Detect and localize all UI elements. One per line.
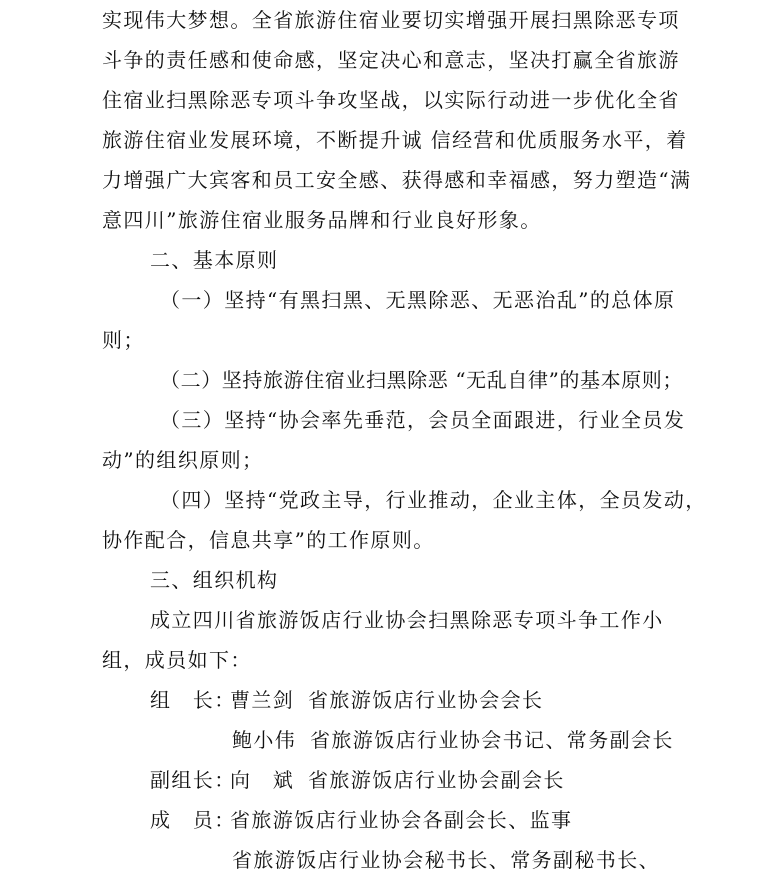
leader2-row	[0, 720, 760, 760]
principle-4-continuation: 协作配合，信息共享”的工作原则。	[102, 528, 435, 552]
leader-name: 曹兰剑	[230, 688, 295, 712]
paragraph-line: 意四川”旅游住宿业服务品牌和行业良好形象。	[102, 208, 542, 232]
paragraph-line: 力增强广大宾客和员工安全感、获得感和幸福感，努力塑造“满	[102, 168, 692, 192]
member-role-label: 成 员：	[150, 808, 236, 832]
member-line-1: 省旅游饭店行业协会各副会长、监事	[230, 808, 573, 832]
deputy-name: 向 斌	[230, 768, 295, 792]
member-row	[0, 800, 760, 840]
leader-role-label: 组 长：	[150, 688, 236, 712]
deputy-row	[0, 760, 760, 800]
deputy-title: 省旅游饭店行业协会副会长	[308, 768, 565, 792]
paragraph-line: 实现伟大梦想。全省旅游住宿业要切实增强开展扫黑除恶专项	[102, 8, 680, 32]
member-row-continuation: 省旅游饭店行业协会秘书长、常务副秘书长、	[232, 848, 660, 872]
principle-1-continuation: 则；	[102, 328, 145, 352]
principle-1-line: （一）坚持“有黑扫黑、无黑除恶、无恶治乱”的总体原	[160, 288, 676, 312]
principle-3-continuation: 动”的组织原则；	[102, 448, 264, 472]
organization-paragraph-continuation: 组，成员如下：	[102, 648, 252, 672]
principle-4-line: （四）坚持“党政主导，行业推动，企业主体，全员发动，	[160, 488, 707, 512]
leader2-title: 省旅游饭店行业协会书记、常务副会长	[310, 728, 674, 752]
organization-paragraph-line: 成立四川省旅游饭店行业协会扫黑除恶专项斗争工作小	[150, 608, 664, 632]
section-heading-basic-principles: 二、基本原则	[150, 248, 279, 272]
principle-3-line: （三）坚持“协会率先垂范，会员全面跟进，行业全员发	[160, 408, 686, 432]
paragraph-line: 旅游住宿业发展环境，不断提升诚 信经营和优质服务水平，着	[102, 128, 688, 152]
paragraph-line: 住宿业扫黑除恶专项斗争攻坚战，以实际行动进一步优化全省	[102, 88, 680, 112]
paragraph-line: 斗争的责任感和使命感，坚定决心和意志，坚决打赢全省旅游	[102, 48, 680, 72]
leader-row	[0, 680, 760, 720]
leader2-name: 鲍小伟	[232, 728, 297, 752]
principle-2-line: （二）坚持旅游住宿业扫黑除恶 “无乱自律”的基本原则；	[160, 368, 684, 392]
section-heading-organization: 三、组织机构	[150, 568, 279, 592]
leader-title: 省旅游饭店行业协会会长	[308, 688, 544, 712]
deputy-role-label: 副组长：	[150, 768, 236, 792]
